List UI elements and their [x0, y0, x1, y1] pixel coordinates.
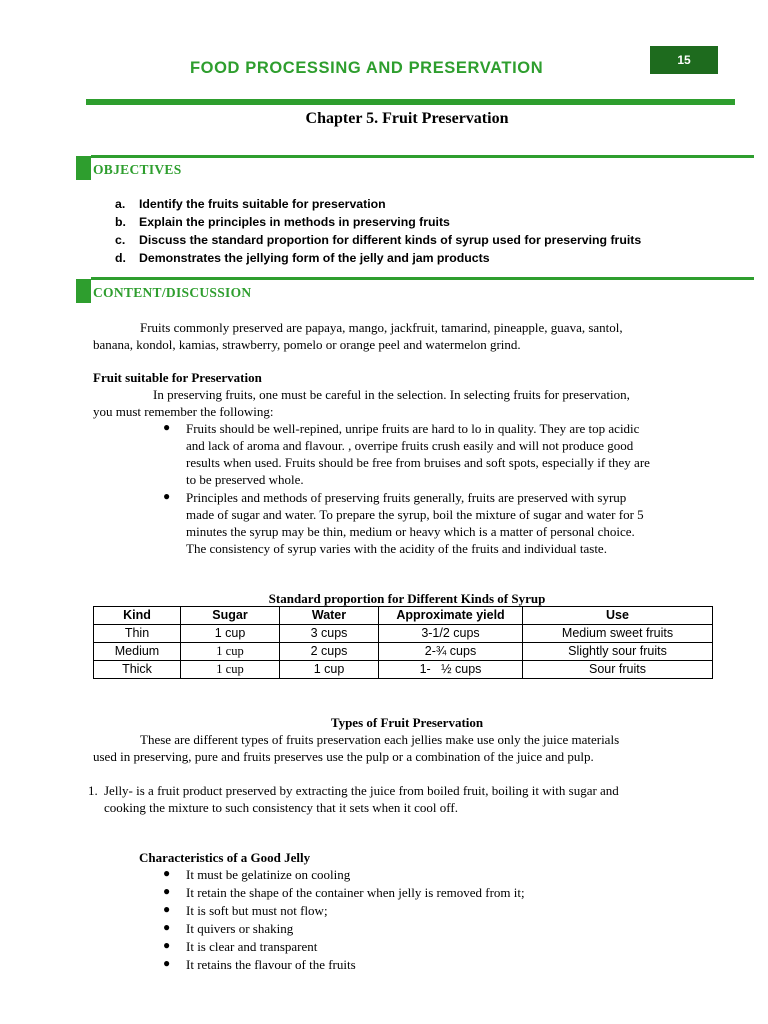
good-jelly-item: It quivers or shaking [186, 921, 294, 936]
table-cell: 1 cup [181, 625, 280, 643]
bullet-paragraph: Principles and methods of preserving fruits generally, fruits are preserved with syrup made of sugar and water. To prepare the syrup, boil the mixture of sugar and water for 5 minutes the syrup may be thin, medium or heavy which is a matter of personal choice. The consistency of syrup varies with the acidity of the fruits and individual taste. [186, 490, 644, 556]
table-cell: 1 cup [181, 661, 280, 679]
table-cell: Slightly sour fruits [523, 643, 713, 661]
table-row [94, 661, 713, 679]
table-header-cell: Sugar [181, 607, 280, 625]
table-cell: 1 cup [181, 643, 280, 661]
jelly-definition-line: Jelly- is a fruit product preserved by extracting the juice from boiled fruit, boiling it with sugar and [104, 783, 619, 798]
bullet-icon: ● [163, 866, 171, 880]
objective-item: a. Identify the fruits suitable for preservation [115, 197, 386, 211]
bullet-icon: ● [163, 884, 171, 898]
table-cell: 1 cup [280, 661, 379, 679]
syrup-table-caption: Standard proportion for Different Kinds of Syrup [268, 591, 546, 606]
intro-paragraph-line: banana, kondol, kamias, strawberry, pomelo or orange peel and watermelon grind. [93, 337, 521, 352]
types-paragraph-line: These are different types of fruits preservation each jellies make use only the juice materials [140, 732, 620, 747]
bullet-icon: ● [163, 956, 171, 970]
table-header-row [94, 607, 713, 625]
content-marker-block [76, 279, 91, 303]
objective-item: c. Discuss the standard proportion for different kinds of syrup used for preserving fruits [115, 233, 642, 247]
objective-item: b. Explain the principles in methods in preserving fruits [115, 215, 450, 229]
content-rule [91, 277, 754, 280]
suitable-heading: Fruit suitable for Preservation [93, 370, 262, 385]
objective-item: d. Demonstrates the jellying form of the jelly and jam products [115, 251, 490, 265]
suitable-paragraph-line: you must remember the following: [93, 404, 274, 419]
table-header-cell: Approximate yield [379, 607, 523, 625]
objectives-heading: OBJECTIVES [93, 162, 182, 177]
table-header-cell: Kind [94, 607, 181, 625]
table-cell: 2-¾ cups [379, 643, 523, 661]
running-header-title: FOOD PROCESSING AND PRESERVATION [190, 59, 544, 77]
bullet-icon: ● [163, 920, 171, 934]
table-row [94, 643, 713, 661]
types-paragraph-line: used in preserving, pure and fruits preserves use the pulp or a combination of the juice and pulp. [93, 749, 594, 764]
table-cell: 3-1/2 cups [379, 625, 523, 643]
table-cell: Sour fruits [523, 661, 713, 679]
bullet-icon: ● [163, 420, 171, 434]
table-row [94, 625, 713, 643]
objectives-rule [91, 155, 754, 158]
good-jelly-item: It is soft but must not flow; [186, 903, 328, 918]
table-cell: 3 cups [280, 625, 379, 643]
types-heading: Types of Fruit Preservation [330, 715, 484, 730]
bullet-icon: ● [163, 902, 171, 916]
chapter-title: Chapter 5. Fruit Preservation [305, 110, 509, 127]
good-jelly-item: It is clear and transparent [186, 939, 318, 954]
table-cell: Medium sweet fruits [523, 625, 713, 643]
page-number-badge: 15 [650, 46, 718, 74]
table-cell: Medium [94, 643, 181, 661]
table-header-cell: Water [280, 607, 379, 625]
bullet-icon: ● [163, 938, 171, 952]
bullet-paragraph: Fruits should be well-repined, unripe fruits are hard to lo in quality. They are top acidic and lack of aroma and flavour. , overripe fruits crush easily and will not produce good results when used. Fruits should be free from bruises and soft spots, especially if they are to be preserved whole. [186, 421, 650, 487]
table-cell: Thin [94, 625, 181, 643]
table-cell: 2 cups [280, 643, 379, 661]
syrup-table [93, 606, 713, 679]
good-jelly-item: It must be gelatinize on cooling [186, 867, 351, 882]
table-cell: 1- ½ cups [379, 661, 523, 679]
objectives-marker-block [76, 156, 91, 180]
good-jelly-item: It retains the flavour of the fruits [186, 957, 356, 972]
jelly-definition-line: cooking the mixture to such consistency that it sets when it cool off. [104, 800, 458, 815]
suitable-paragraph-line: In preserving fruits, one must be careful in the selection. In selecting fruits for preservation, [153, 387, 630, 402]
table-cell: Thick [94, 661, 181, 679]
good-jelly-item: It retain the shape of the container when jelly is removed from it; [186, 885, 525, 900]
intro-paragraph-line: Fruits commonly preserved are papaya, mango, jackfruit, tamarind, pineapple, guava, santol, [140, 320, 623, 335]
table-header-cell: Use [523, 607, 713, 625]
jelly-list-number: 1. [88, 783, 98, 798]
good-jelly-heading: Characteristics of a Good Jelly [139, 850, 311, 865]
header-rule [86, 99, 735, 105]
bullet-icon: ● [163, 489, 171, 503]
content-heading: CONTENT/DISCUSSION [93, 285, 252, 300]
